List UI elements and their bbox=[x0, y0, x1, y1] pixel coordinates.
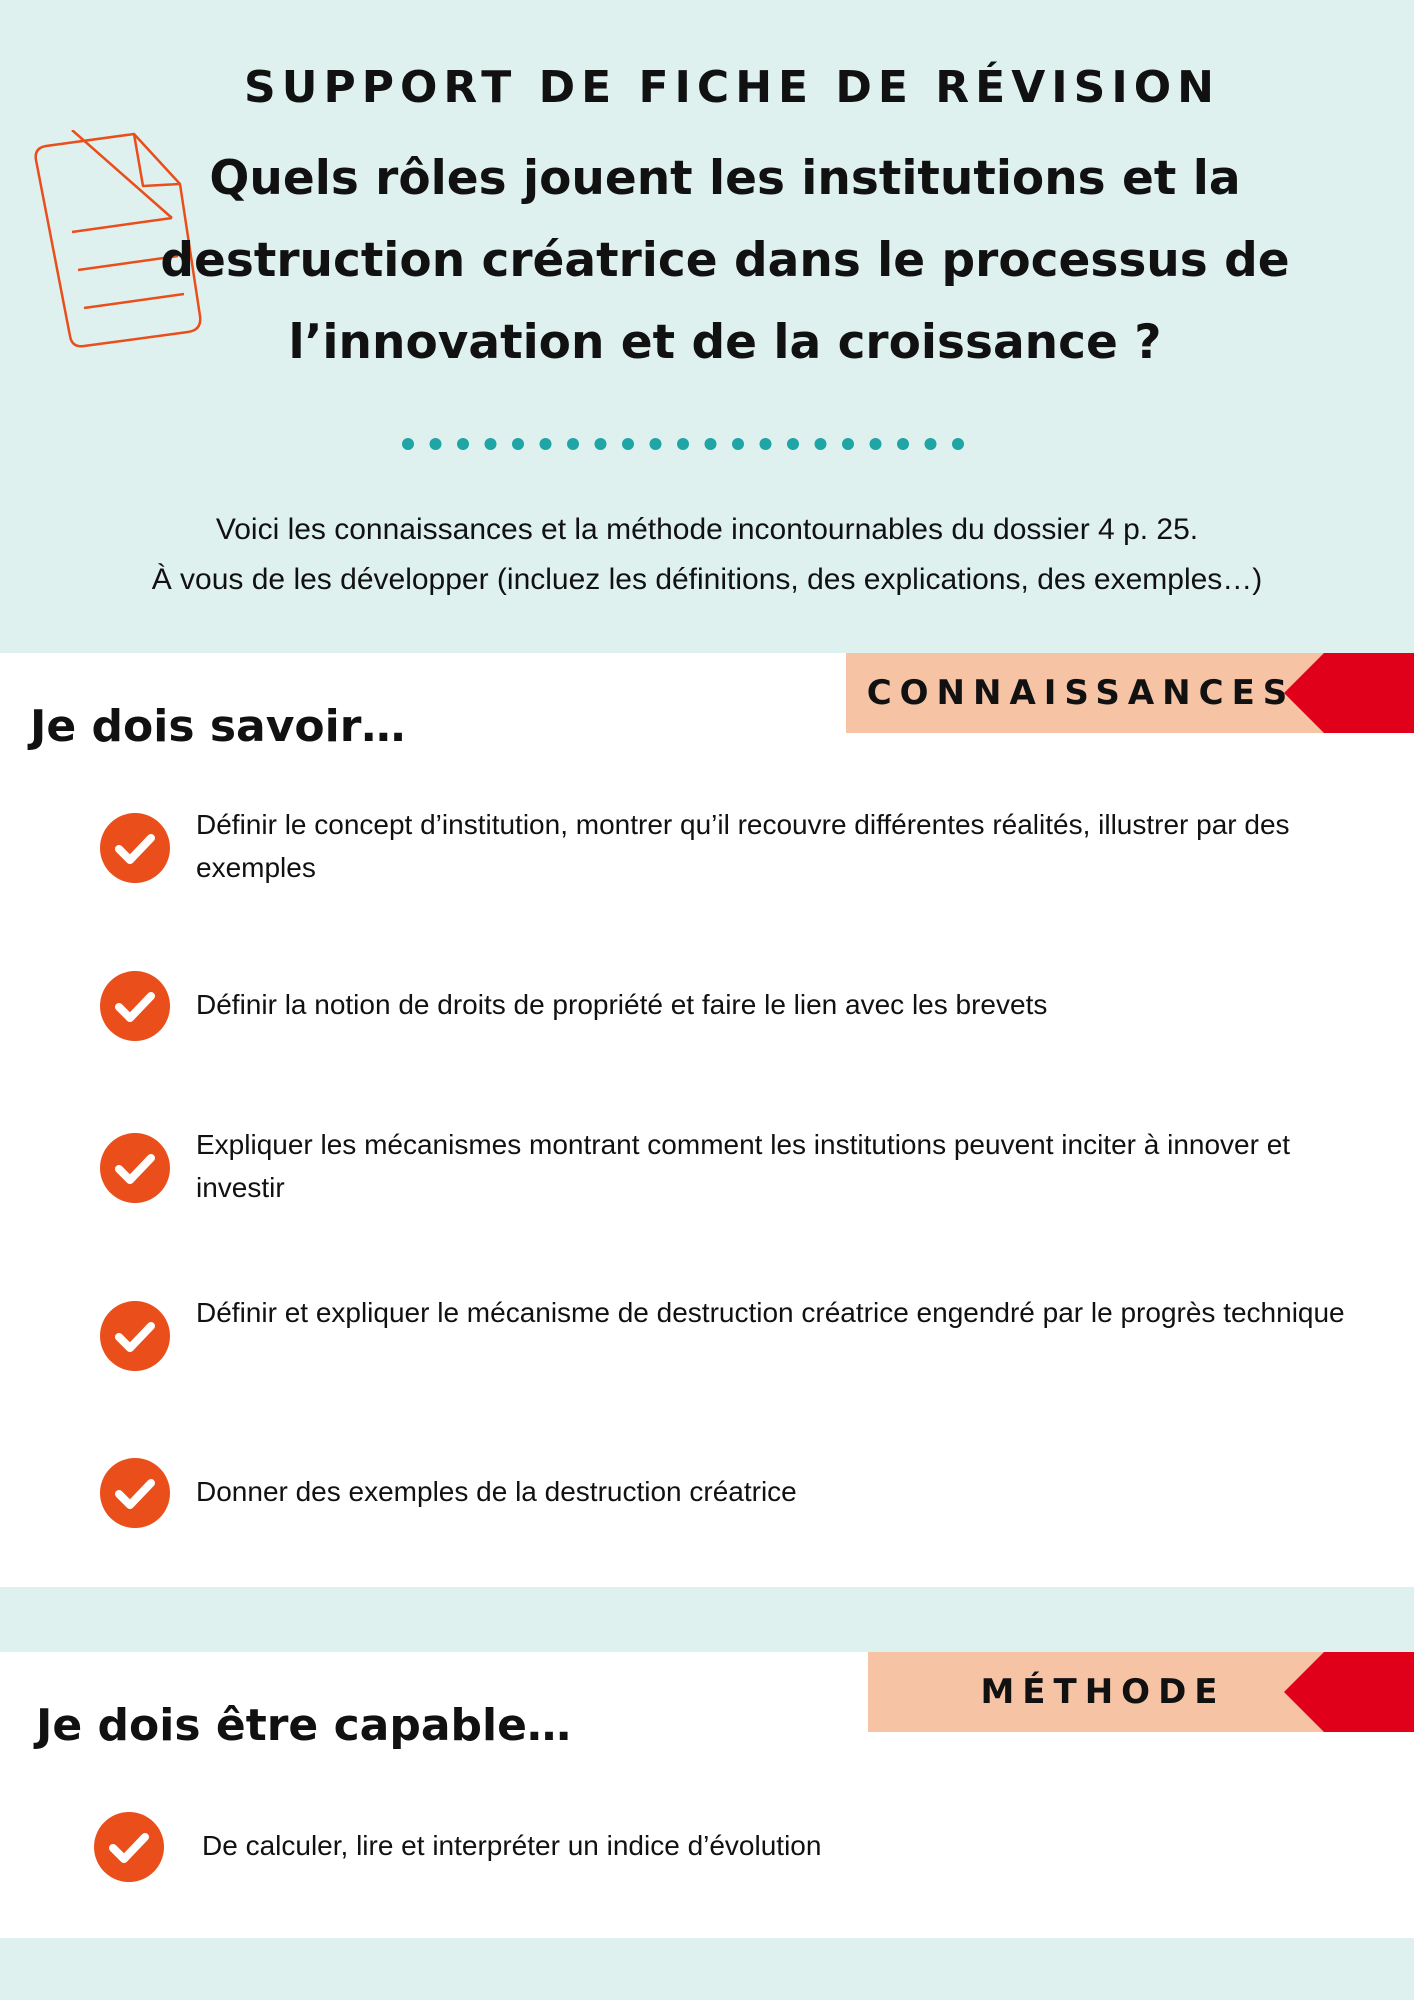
main-title-line-1: Quels rôles jouent les institutions et la bbox=[209, 151, 1241, 206]
intro-line-1: Voici les connaissances et la méthode incontournables du dossier 4 p. 25. bbox=[215, 513, 1199, 546]
main-title-line-3: l’innovation et de la croissance ? bbox=[288, 315, 1162, 370]
header bbox=[0, 0, 1414, 653]
divider-dot bbox=[732, 438, 744, 450]
list-item bbox=[100, 1297, 1345, 1391]
divider-dot bbox=[815, 438, 827, 450]
connaissances-section bbox=[0, 653, 1414, 1587]
divider-dot bbox=[677, 438, 689, 450]
methode-heading: Je dois être capable… bbox=[36, 1700, 571, 1751]
list-item bbox=[100, 809, 1340, 903]
check-circle-icon bbox=[100, 1458, 170, 1528]
divider-dot bbox=[540, 438, 552, 450]
connaissances-tag bbox=[846, 653, 1414, 733]
supertitle: SUPPORT DE FICHE DE RÉVISION bbox=[244, 62, 1220, 113]
divider-dot bbox=[567, 438, 579, 450]
divider-dot bbox=[705, 438, 717, 450]
list-item-text: Définir et expliquer le mécanisme de destruction créatrice engendré par le progrès technique bbox=[196, 1297, 1345, 1328]
methode-tag-label: MÉTHODE bbox=[980, 1672, 1226, 1712]
list-item-text: Expliquer les mécanismes montrant comment les institutions peuvent inciter à innover et investir bbox=[196, 1129, 1291, 1203]
check-circle-icon bbox=[100, 1133, 170, 1203]
dotted-divider bbox=[400, 436, 970, 452]
list-item bbox=[94, 1812, 1334, 1882]
list-item bbox=[100, 1458, 1340, 1528]
connaissances-tag-label: CONNAISSANCES bbox=[866, 673, 1296, 713]
divider-dot bbox=[897, 438, 909, 450]
list-item-text: De calculer, lire et interpréter un indice d’évolution bbox=[202, 1830, 822, 1861]
main-title-line-2: destruction créatrice dans le processus de bbox=[160, 233, 1290, 288]
divider-dot bbox=[402, 438, 414, 450]
intro-text bbox=[0, 505, 1414, 605]
methode-tag bbox=[868, 1652, 1414, 1732]
check-circle-icon bbox=[100, 971, 170, 1041]
divider-dot bbox=[595, 438, 607, 450]
divider-dot bbox=[650, 438, 662, 450]
divider-dot bbox=[952, 438, 964, 450]
connaissances-heading: Je dois savoir… bbox=[30, 701, 406, 752]
divider-dot bbox=[512, 438, 524, 450]
list-item bbox=[100, 1129, 1340, 1223]
divider-dot bbox=[760, 438, 772, 450]
check-circle-icon bbox=[100, 813, 170, 883]
methode-section bbox=[0, 1652, 1414, 1938]
divider-dot bbox=[485, 438, 497, 450]
list-item-text: Définir la notion de droits de propriété et faire le lien avec les brevets bbox=[196, 989, 1048, 1020]
divider-dot bbox=[842, 438, 854, 450]
main-title bbox=[100, 138, 1350, 384]
divider-dot bbox=[457, 438, 469, 450]
divider-dot bbox=[925, 438, 937, 450]
list-item-text: Définir le concept d’institution, montrer qu’il recouvre différentes réalités, illustrer par des exemples bbox=[196, 809, 1290, 883]
intro-line-2: À vous de les développer (incluez les définitions, des explications, des exemples…) bbox=[151, 563, 1263, 596]
list-item bbox=[100, 971, 1340, 1041]
check-circle-icon bbox=[100, 1301, 170, 1371]
divider-dot bbox=[870, 438, 882, 450]
divider-dot bbox=[622, 438, 634, 450]
divider-dot bbox=[787, 438, 799, 450]
list-item-text: Donner des exemples de la destruction créatrice bbox=[196, 1476, 797, 1507]
divider-dot bbox=[430, 438, 442, 450]
check-circle-icon bbox=[94, 1812, 164, 1882]
